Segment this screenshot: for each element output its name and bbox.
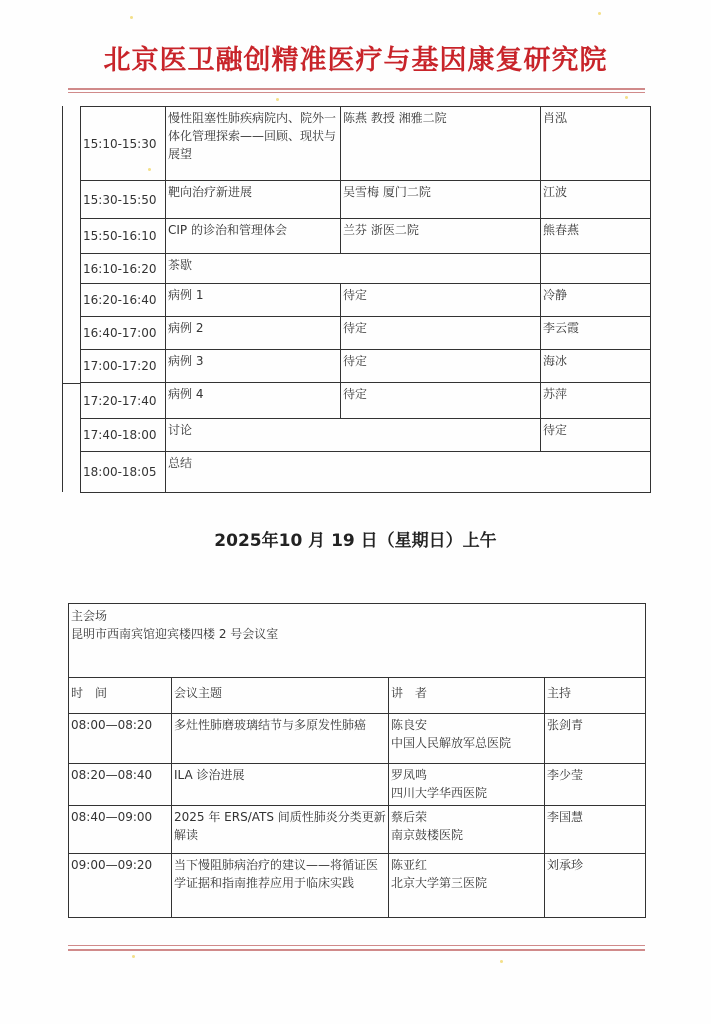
venue-row [69,604,646,678]
table-border-line [62,106,63,492]
section-date-title: 2025年10 月 19 日（星期日）上午 [214,531,497,551]
speaker-name: 蔡后荣 [391,810,428,824]
topic-cell: 总结 [166,452,651,493]
topic-cell: 讨论 [166,419,541,452]
speaker-cell: 待定 [341,350,541,383]
table-row [69,806,646,854]
table-row [81,317,651,350]
time-cell: 08:00—08:20 [69,714,172,764]
time-cell: 08:40—09:00 [69,806,172,854]
table-row [69,854,646,918]
table-row [81,419,651,452]
time-cell: 16:10-16:20 [81,254,166,284]
speaker-org: 北京大学第三医院 [391,876,488,890]
topic-cell: 当下慢阻肺病治疗的建议——将循证医学证据和指南推荐应用于临床实践 [172,854,389,918]
morning-schedule-table [68,603,646,918]
host-cell: 张剑青 [545,714,646,764]
header-host: 主持 [545,678,646,714]
topic-cell: CIP 的诊治和管理体会 [166,219,341,254]
scan-speck [130,16,133,19]
time-cell: 18:00-18:05 [81,452,166,493]
host-cell: 李国慧 [545,806,646,854]
speaker-cell: 待定 [341,383,541,419]
header-rule [68,88,645,90]
host-cell: 刘承珍 [545,854,646,918]
table-row [81,219,651,254]
afternoon-schedule-table [80,106,651,493]
speaker-name: 陈亚红 [391,858,428,872]
topic-cell: 靶向治疗新进展 [166,181,341,219]
topic-cell: ILA 诊治进展 [172,764,389,806]
scan-speck [132,955,135,958]
speaker-cell: 待定 [341,284,541,317]
speaker-cell: 待定 [341,317,541,350]
table-row [69,764,646,806]
speaker-cell: 陈燕 教授 湘雅二院 [341,107,541,181]
table-header-row [69,678,646,714]
topic-cell: 2025 年 ERS/ATS 间质性肺炎分类更新解读 [172,806,389,854]
host-cell [541,254,651,284]
table-row [69,714,646,764]
topic-cell: 病例 3 [166,350,341,383]
venue-address: 昆明市西南宾馆迎宾楼四楼 2 号会议室 [71,627,279,641]
host-cell: 江波 [541,181,651,219]
speaker-org: 中国人民解放军总医院 [391,736,512,750]
time-cell: 15:30-15:50 [81,181,166,219]
header-speaker: 讲 者 [389,678,545,714]
scan-speck [148,168,151,171]
host-cell: 冷静 [541,284,651,317]
time-cell: 17:00-17:20 [81,350,166,383]
time-cell: 15:10-15:30 [81,107,166,181]
speaker-cell: 吴雪梅 厦门二院 [341,181,541,219]
time-cell: 15:50-16:10 [81,219,166,254]
document-header-title: 北京医卫融创精准医疗与基因康复研究院 [103,45,608,76]
time-cell: 08:20—08:40 [69,764,172,806]
topic-cell: 病例 4 [166,383,341,419]
speaker-org: 四川大学华西医院 [391,786,488,800]
scan-speck [598,12,601,15]
table-row [81,107,651,181]
speaker-org: 南京鼓楼医院 [391,828,464,842]
scan-speck [500,960,503,963]
host-cell: 海冰 [541,350,651,383]
topic-cell: 病例 1 [166,284,341,317]
speaker-cell [389,714,545,764]
header-time: 时 间 [69,678,172,714]
time-cell: 17:20-17:40 [81,383,166,419]
table-border-line [62,383,80,384]
topic-cell: 多灶性肺磨玻璃结节与多原发性肺癌 [172,714,389,764]
host-cell: 李少莹 [545,764,646,806]
speaker-cell [389,764,545,806]
footer-rule [68,949,645,951]
speaker-name: 罗凤鸣 [391,768,428,782]
table-row [81,452,651,493]
speaker-cell [389,806,545,854]
table-row [81,383,651,419]
topic-cell: 病例 2 [166,317,341,350]
venue-cell [69,604,646,678]
speaker-cell [389,854,545,918]
table-row [81,284,651,317]
time-cell: 16:20-16:40 [81,284,166,317]
scan-speck [625,96,628,99]
time-cell: 17:40-18:00 [81,419,166,452]
table-row [81,181,651,219]
host-cell: 李云霞 [541,317,651,350]
host-cell: 苏萍 [541,383,651,419]
header-topic: 会议主题 [172,678,389,714]
host-cell: 待定 [541,419,651,452]
table-row [81,350,651,383]
venue-label: 主会场 [71,609,108,623]
time-cell: 16:40-17:00 [81,317,166,350]
topic-cell: 茶歇 [166,254,541,284]
table-row [81,254,651,284]
header-rule-thin [68,92,645,93]
scan-speck [276,98,279,101]
speaker-cell: 兰芬 浙医二院 [341,219,541,254]
speaker-name: 陈良安 [391,718,428,732]
topic-cell: 慢性阻塞性肺疾病院内、院外一体化管理探索——回顾、现状与展望 [166,107,341,181]
host-cell: 熊春燕 [541,219,651,254]
time-cell: 09:00—09:20 [69,854,172,918]
footer-rule-thin [68,945,645,946]
host-cell: 肖泓 [541,107,651,181]
